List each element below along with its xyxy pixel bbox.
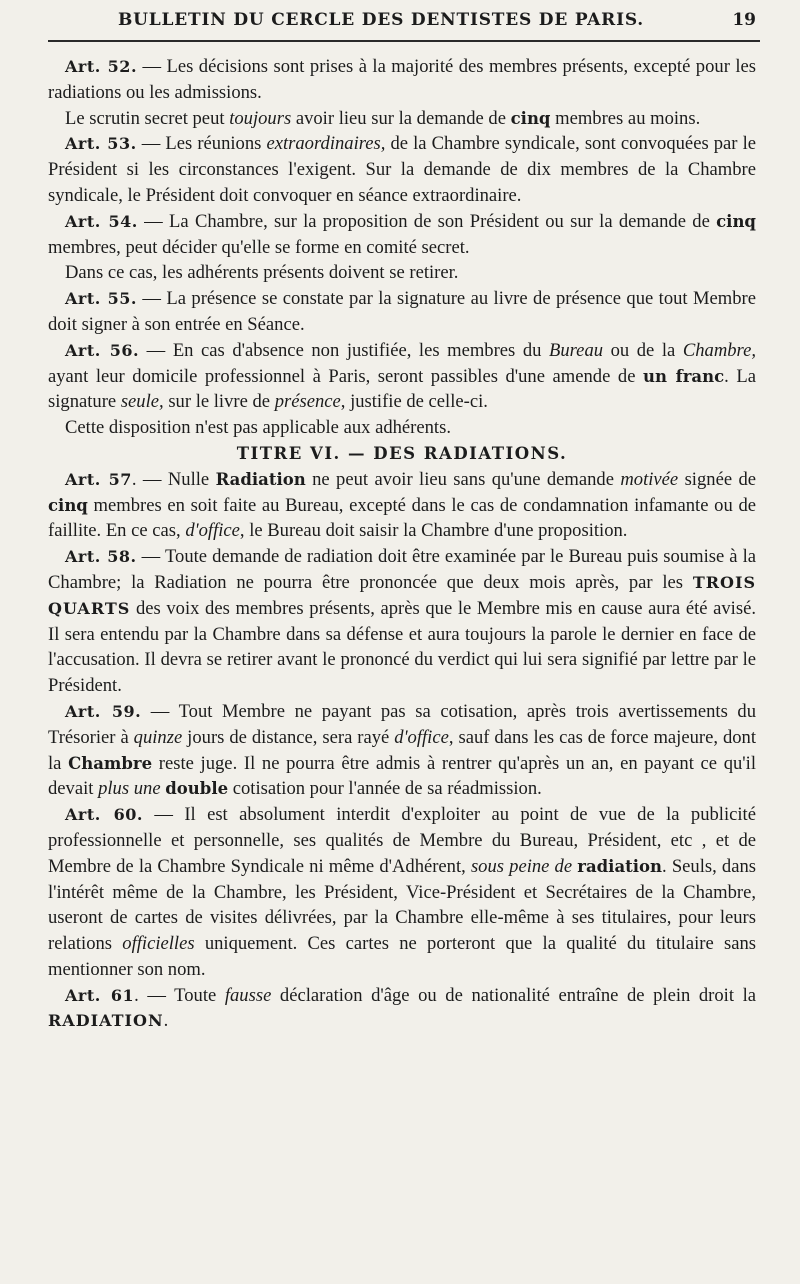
italic-text: d'office <box>394 726 449 748</box>
text-run: — La Chambre, sur la proposition de son Président ou sur la demande de <box>137 210 717 232</box>
italic-text: seule, <box>120 391 164 413</box>
article-number: Art. 52. <box>65 57 138 76</box>
article-text: — Les décisions sont prises à la majorité des membres présents, excepté pour les radiations ou les admissions. <box>48 56 756 103</box>
article-57 <box>48 467 756 544</box>
paragraph-scrutin <box>48 106 756 132</box>
article-number: Art. 59. <box>65 701 142 721</box>
text-run: reste juge. Il ne pourra être admis à rentrer qu'après un an, en payant ce qu'il devait <box>48 752 756 800</box>
text-run: jours de distance, sera rayé <box>182 726 395 748</box>
text-run: . La signature <box>48 365 756 413</box>
article-54 <box>48 209 756 261</box>
article-56 <box>48 338 756 415</box>
article-number: Art. 56. <box>65 340 140 360</box>
italic-text: présence <box>274 391 341 413</box>
article-59 <box>48 699 756 802</box>
bold-text: Chambre <box>68 753 153 773</box>
italic-text: plus une <box>98 778 161 800</box>
article-61 <box>48 983 756 1035</box>
text-run: cotisation pour l'année de sa réadmission. <box>228 778 542 800</box>
bold-text: RADIATION <box>48 1011 164 1031</box>
text-run: membres, peut décider qu'elle se forme en comité secret. <box>48 236 470 258</box>
page-number: 19 <box>732 10 756 30</box>
text-run: — Les réunions <box>136 133 267 155</box>
text-run: ne peut avoir lieu sans qu'une demande <box>305 468 621 490</box>
article-number: Art. 60. <box>65 805 143 825</box>
italic-text: toujours <box>229 107 292 129</box>
text-run: déclaration d'âge ou de nationalité entraîne de plein droit la <box>271 984 757 1006</box>
article-number: Art. 54. <box>65 211 138 231</box>
text-run: signée de <box>678 468 756 490</box>
italic-text: Bureau <box>548 339 604 361</box>
article-text: — La présence se constate par la signature au livre de présence que tout Membre doit signer à son entrée en Séance. <box>48 288 756 335</box>
text-run: , justifie de celle-ci. <box>340 391 488 413</box>
article-number: Art. 53. <box>65 134 137 154</box>
paragraph-disposition <box>48 415 756 441</box>
text-run: ou de la <box>603 339 683 361</box>
text-run: Cette disposition n'est pas applicable aux adhérents. <box>65 417 451 439</box>
running-header <box>48 8 760 42</box>
text-run: . <box>163 1010 169 1032</box>
bold-text: cinq <box>716 211 756 231</box>
bold-text: radiation <box>577 856 663 876</box>
text-run: ayant leur domicile professionnel à Paris, seront passibles d'une amende de <box>48 365 643 387</box>
article-number: Art. 58. <box>65 547 137 567</box>
bold-text: double <box>165 779 229 799</box>
header-title: BULLETIN DU CERCLE DES DENTISTES DE PARIS. <box>118 10 645 30</box>
bold-text: cinq <box>510 108 551 128</box>
text-run: , sauf dans les cas de force majeure, dont la <box>48 726 756 774</box>
text-run: — Tout Membre ne payant pas sa cotisation, après trois avertissements du Trésorier à <box>48 700 756 748</box>
article-number: Art. 61 <box>65 985 135 1005</box>
italic-text: fausse <box>224 984 272 1006</box>
article-55 <box>48 286 756 338</box>
bold-text: Radiation <box>215 469 306 489</box>
text-run: — Toute demande de radiation doit être examinée par le Bureau puis soumise à la Chambre; la Radiation ne pourra être prononcée que deux mois après, par les <box>48 546 756 593</box>
italic-text: quinze <box>133 726 183 748</box>
text-run: uniquement. Ces cartes ne porteront que la qualité du titulaire sans mentionner son nom. <box>48 933 756 980</box>
text-run: — Il est absolument interdit d'exploiter au point de vue de la publicité professionnelle et personnelle, ses qualités de Membre du Bureau, Président, etc , et de Membre de la Chambre Syndicale ni même d'Adhérent, <box>48 804 756 877</box>
article-number: Art. 55. <box>65 289 137 309</box>
article-number: Art. 57 <box>65 469 132 489</box>
article-53 <box>48 131 756 208</box>
text-run: . — Toute <box>134 984 225 1006</box>
text-run: — En cas d'absence non justifiée, les membres du <box>139 339 549 361</box>
text-run: , le Bureau doit saisir la Chambre d'une proposition. <box>239 520 628 542</box>
bold-text: TROIS QUARTS <box>48 572 756 618</box>
article-52 <box>48 54 756 106</box>
text-run: membres au moins. <box>550 107 701 129</box>
paragraph-adherents <box>48 260 756 286</box>
bold-text: cinq <box>48 495 88 515</box>
bold-text: un franc <box>643 366 725 386</box>
text-run: des voix des membres présents, après que le Membre mis en cause aura été avisé. Il sera entendu par la Chambre dans sa défense et aura toujours la parole le dernier en face de l'accusation. Il devra se retirer avant le prononcé du verdict qui lui sera signifié par lettre par le Président. <box>48 597 756 697</box>
italic-text: extraordinaires, <box>266 133 386 155</box>
text-run: de la Chambre syndicale, sont convoquées par le Président si les circonstances l'exigent. Sur la demande de dix membres de la Chambre syndicale, le Président doit convoquer en séance extraordinaire. <box>48 133 757 206</box>
section-title: TITRE VI. — DES RADIATIONS. <box>236 443 568 463</box>
italic-text: d'office <box>185 520 240 542</box>
text-run: avoir lieu sur la demande de <box>291 107 511 129</box>
italic-text: sous peine de <box>470 855 573 877</box>
italic-text: Chambre, <box>682 339 756 361</box>
article-58 <box>48 544 756 699</box>
text-run: membres en soit faite au Bureau, excepté dans le cas de condamnation infamante ou de faillite. En ce cas, <box>48 494 756 542</box>
italic-text: officielles <box>122 933 195 955</box>
text-run: Le scrutin secret peut <box>65 107 230 129</box>
text-run: . — Nulle <box>131 468 216 490</box>
document-body <box>48 54 756 1034</box>
italic-text: motivée <box>620 468 679 490</box>
text-run: Dans ce cas, les adhérents présents doivent se retirer. <box>65 262 459 284</box>
text-run: . Seuls, dans l'intérêt même de la Chambre, les Président, Vice-Président et Secrétaires de la Chambre, useront de cartes de visites délivrées, par la Chambre elle-même à ses titulaires, pour leurs relations <box>48 855 757 955</box>
text-run: sur le livre de <box>163 391 275 413</box>
article-60 <box>48 802 756 983</box>
